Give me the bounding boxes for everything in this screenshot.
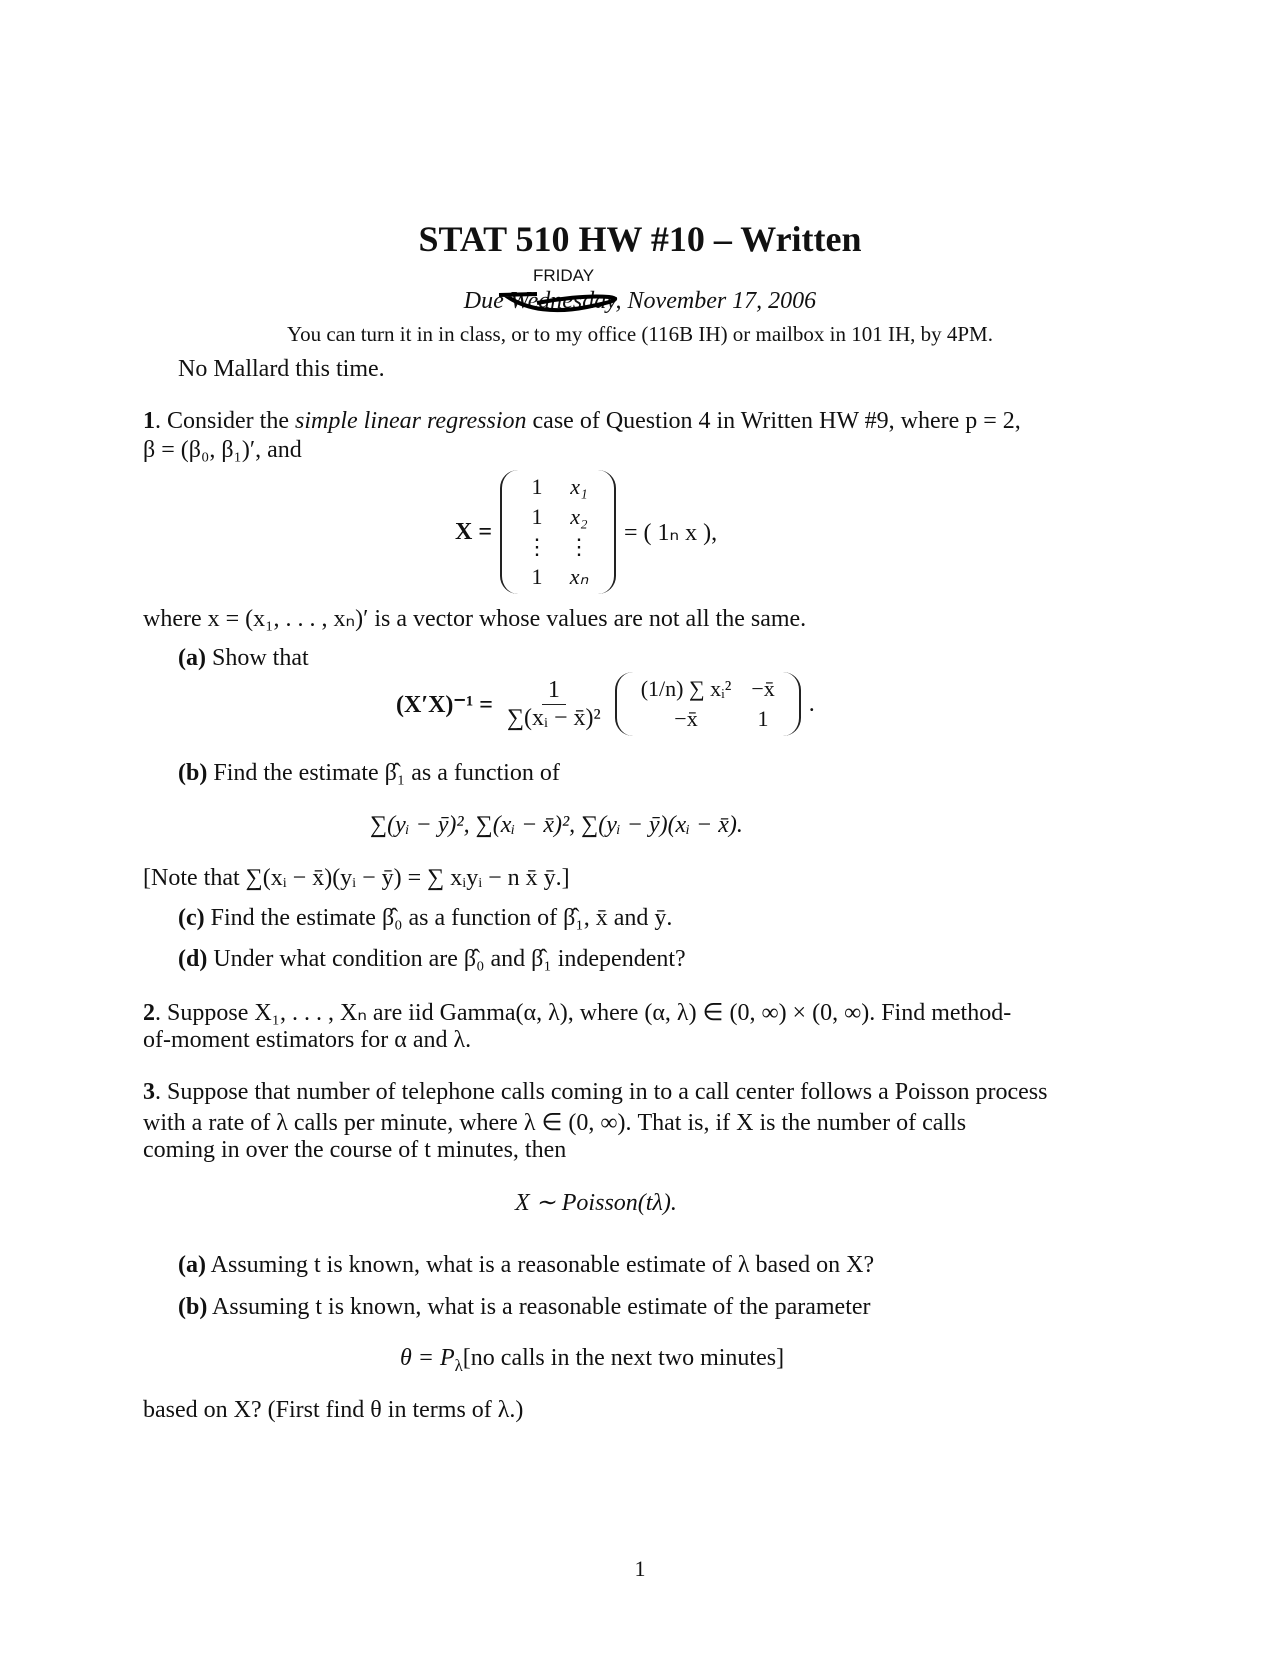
q1-beta-line: β = (β₀, β₁)′, and (143, 437, 302, 463)
matrix-rhs: = ( 1ₙ x ), (624, 519, 718, 546)
fraction-denominator: ∑(xᵢ − x̄)² (506, 704, 601, 731)
theta-lhs: θ = P (400, 1345, 455, 1371)
q1-note: [Note that ∑(xᵢ − x̄)(yᵢ − ȳ) = ∑ xᵢyᵢ − n x̄ ȳ.] (143, 865, 570, 891)
document-title: STAT 510 HW #10 – Written (418, 219, 862, 259)
turn-in-instructions: You can turn it in in class, or to my office (116B IH) or mailbox in 101 IH, by 4PM. (287, 322, 993, 346)
q1a-text: Show that (205, 645, 309, 671)
q1d (178, 946, 686, 973)
theta-sub: λ (454, 1355, 463, 1375)
q3-line1 (143, 1079, 1047, 1106)
q1-intro (143, 408, 1021, 435)
q3-line3: coming in over the course of t minutes, then (143, 1137, 567, 1163)
cell: −x̄ (751, 676, 775, 701)
q1d-label: (d) (178, 946, 208, 972)
q1b (178, 760, 560, 787)
cell: ⋮ (526, 534, 549, 559)
inverse-formula: (X′X)⁻¹ = $\frac{1}{\text{∑(xᵢ − x̄)²}}$ (1/n) ∑ xᵢ² −x̄ −x̄ 1 . (396, 672, 815, 736)
q2-line2: of-moment estimators for α and λ. (143, 1027, 472, 1053)
page-number: 1 (634, 1556, 646, 1581)
inverse-matrix (615, 672, 801, 736)
cell: 1 (531, 564, 543, 589)
q3-display: X ∼ Poisson(tλ). (515, 1190, 677, 1216)
theta-rest: [no calls in the next two minutes] (462, 1345, 785, 1371)
due-prefix: Due (463, 288, 504, 314)
q3a-text: Assuming t is known, what is a reasonable estimate of λ based on X? (205, 1252, 875, 1278)
cell: 1 (531, 504, 543, 529)
due-date-text: , November 17, 2006 (615, 288, 817, 314)
cell: x₂ (570, 504, 588, 529)
fraction (501, 677, 607, 732)
q3b-label: (b) (178, 1294, 208, 1320)
q3b (178, 1294, 871, 1321)
q1a (178, 645, 309, 672)
cell: x₁ (570, 474, 588, 499)
q1-where: where x = (x₁, . . . , xₙ)′ is a vector whose values are not all the same. (143, 606, 807, 632)
q2-text: . Suppose X₁, . . . , Xₙ are iid Gamma(α, λ), where (α, λ) ∈ (0, ∞) × (0, ∞). Find method- (155, 1000, 1012, 1026)
inverse-lhs: (X′X)⁻¹ = (396, 691, 493, 718)
q3-line2: with a rate of λ calls per minute, where λ ∈ (0, ∞). That is, if X is the number of calls (143, 1110, 967, 1136)
matrix-lhs: X = (455, 518, 493, 545)
cell: 1 (531, 474, 543, 499)
cell: ⋮ (568, 534, 591, 559)
cell: (1/n) ∑ xᵢ² (640, 676, 732, 701)
q3-final: based on X? (First find θ in terms of λ.) (143, 1397, 524, 1423)
q1-intro-emphasis: simple linear regression (294, 408, 527, 434)
scribble-strikeout-icon (497, 291, 629, 313)
q1b-label: (b) (178, 760, 208, 786)
q3a (178, 1252, 874, 1279)
no-mallard-note: No Mallard this time. (178, 356, 385, 382)
fraction-numerator: 1 (542, 677, 566, 705)
q1-number: 1 (143, 408, 155, 434)
q1-intro-a: . Consider the (155, 408, 295, 434)
cell: xₙ (569, 564, 589, 589)
q1c (178, 905, 672, 932)
q3b-text: Assuming t is known, what is a reasonable estimate of the parameter (207, 1294, 871, 1320)
q1-intro-b: case of Question 4 in Written HW #9, where p = 2, (526, 408, 1021, 434)
theta-definition (400, 1345, 784, 1376)
due-date (0, 288, 1280, 315)
q3a-label: (a) (178, 1252, 206, 1278)
cell: 1 (757, 706, 769, 731)
q1d-text: Under what condition are β̂₀ and β̂₁ independent? (207, 946, 686, 972)
handwritten-correction: FRIDAY (533, 266, 595, 285)
q3-text: . Suppose that number of telephone calls coming in to a call center follows a Poisson process (155, 1079, 1048, 1105)
q1a-label: (a) (178, 645, 206, 671)
design-matrix (500, 470, 616, 594)
q2-line1 (143, 998, 1011, 1027)
q1b-display: ∑(yᵢ − ȳ)², ∑(xᵢ − x̄)², ∑(yᵢ − ȳ)(xᵢ − x̄). (370, 812, 743, 838)
q1c-label: (c) (178, 905, 205, 931)
due-struck-word: Wednesday (509, 288, 616, 314)
q1c-text: Find the estimate β̂₀ as a function of β̂₁, x̄ and ȳ. (204, 905, 673, 931)
design-matrix-equation (455, 470, 717, 594)
cell: −x̄ (674, 706, 698, 731)
q2-number: 2 (143, 1000, 155, 1026)
q1b-text: Find the estimate β̂₁ as a function of (207, 760, 560, 786)
q3-number: 3 (143, 1079, 155, 1105)
